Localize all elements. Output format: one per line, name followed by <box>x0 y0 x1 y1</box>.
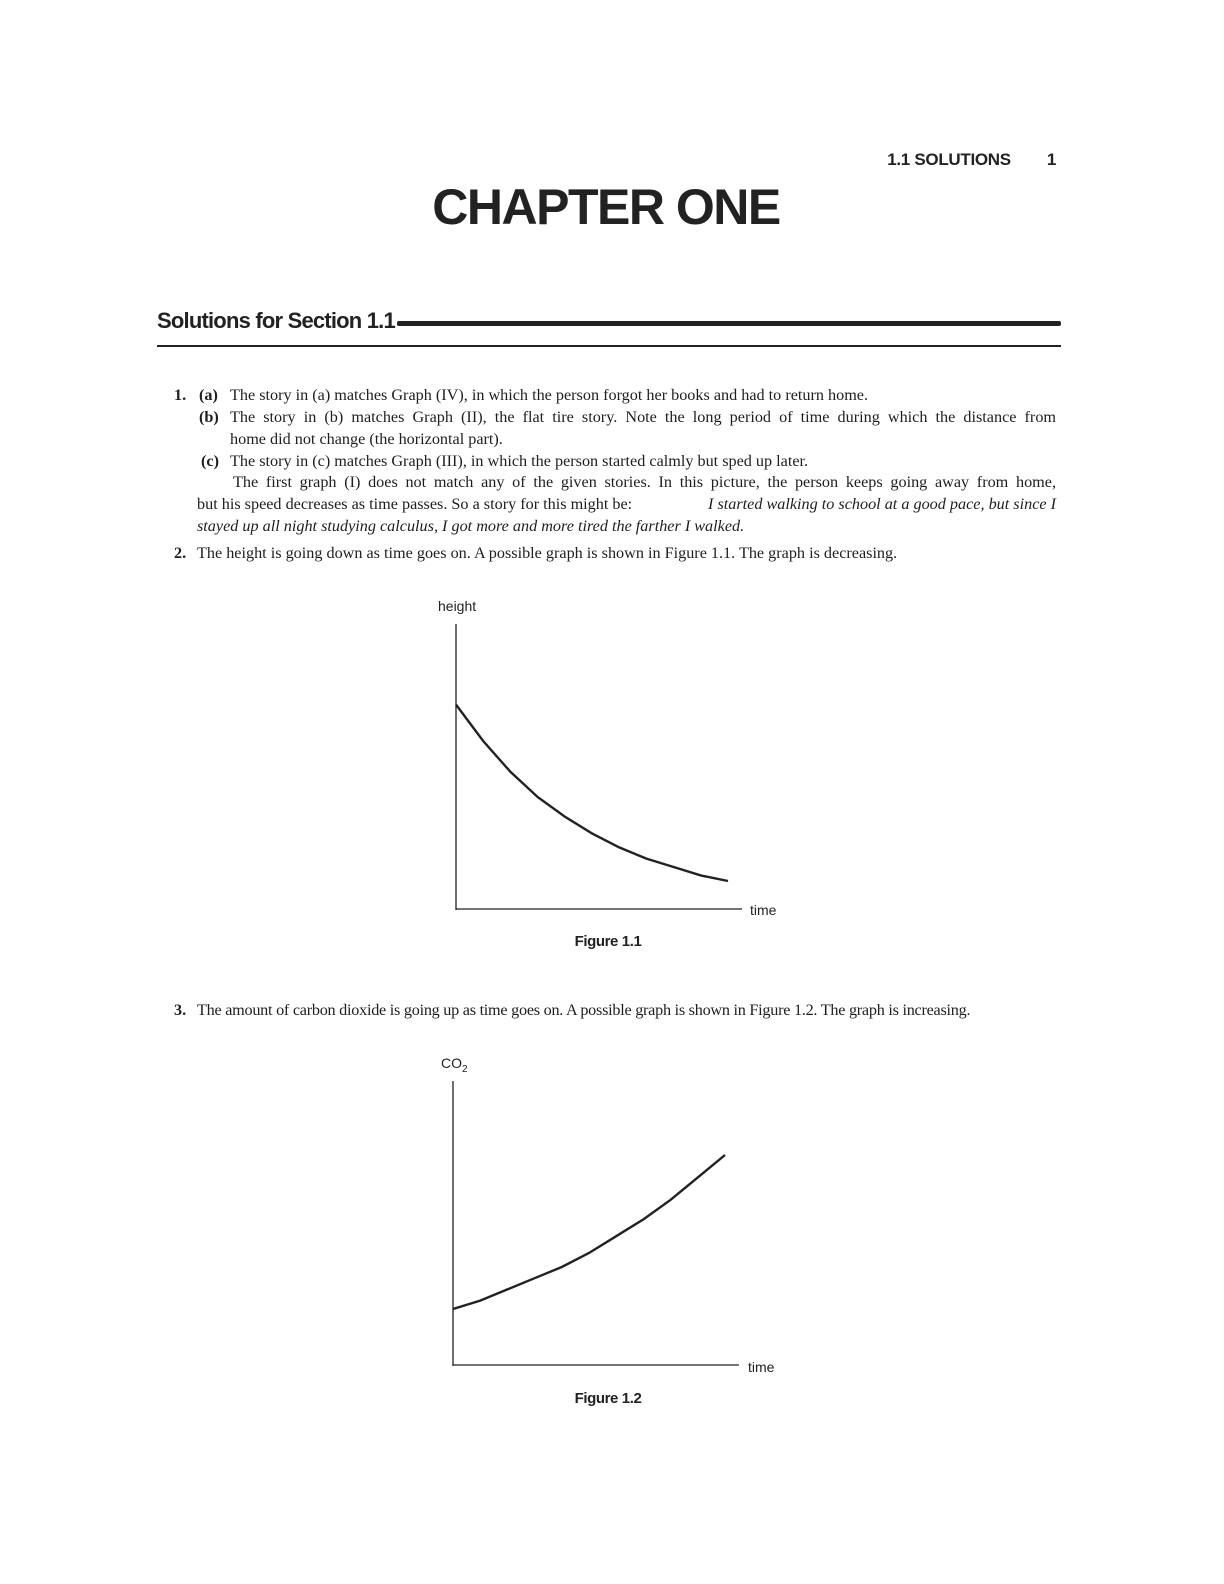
section-bar <box>397 321 1061 326</box>
running-head <box>887 150 1056 170</box>
part-text-b-line1: The story in (b) matches Graph (II), the flat tire story. Note the long period of time during which the distance from <box>230 408 1056 426</box>
paragraph-line: The first graph (I) does not match any of the given stories. In this picture, the person keeps going away from home, <box>233 473 1056 491</box>
page-number: 1 <box>1046 150 1056 169</box>
problem-number: 1. <box>174 386 187 404</box>
y-axis-label: height <box>438 598 477 614</box>
section-title: Solutions for Section 1.1 <box>157 308 395 333</box>
x-axis-label: time <box>750 902 777 918</box>
figure-1-2 <box>427 1048 797 1393</box>
figure-1-1-chart <box>430 590 800 930</box>
series-line <box>456 705 728 881</box>
figure-caption: Figure 1.1 <box>574 933 642 950</box>
problem-text: The amount of carbon dioxide is going up as time goes on. A possible graph is shown in Figure 1.2. The graph is increasing. <box>197 1001 971 1019</box>
figure-caption: Figure 1.2 <box>574 1390 642 1407</box>
part-text-c: The story in (c) matches Graph (III), in which the person started calmly but sped up later. <box>230 452 809 470</box>
chapter-title: CHAPTER ONE <box>432 179 780 235</box>
figure-1-1 <box>430 590 800 935</box>
paragraph-italic-line: stayed up all night studying calculus, I got more and more tired the farther I walked. <box>197 517 745 535</box>
x-axis-label: time <box>748 1359 775 1375</box>
part-label-a: (a) <box>199 386 218 404</box>
section-heading <box>157 308 1061 348</box>
series-line <box>453 1155 725 1309</box>
section-rule <box>157 345 1061 347</box>
part-label-b: (b) <box>199 408 219 426</box>
part-text-b-line2: home did not change (the horizontal part). <box>230 430 503 448</box>
problem-number: 3. <box>174 1001 187 1019</box>
paragraph-plain: but his speed decreases as time passes. So a story for this might be: <box>197 495 637 513</box>
paragraph-italic: I started walking to school at a good pace, but since I <box>708 495 1056 513</box>
problem-number: 2. <box>174 544 187 562</box>
part-text-a: The story in (a) matches Graph (IV), in which the person forgot her books and had to return home. <box>230 386 869 404</box>
y-axis-label: $CO_2$ <box>441 1055 468 1075</box>
part-label-c: (c) <box>201 452 219 470</box>
paragraph-line <box>197 494 1056 516</box>
figure-1-2-chart <box>427 1048 797 1388</box>
running-title: 1.1 SOLUTIONS <box>887 150 1011 169</box>
problem-text: The height is going down as time goes on. A possible graph is shown in Figure 1.1. The graph is decreasing. <box>197 544 898 562</box>
